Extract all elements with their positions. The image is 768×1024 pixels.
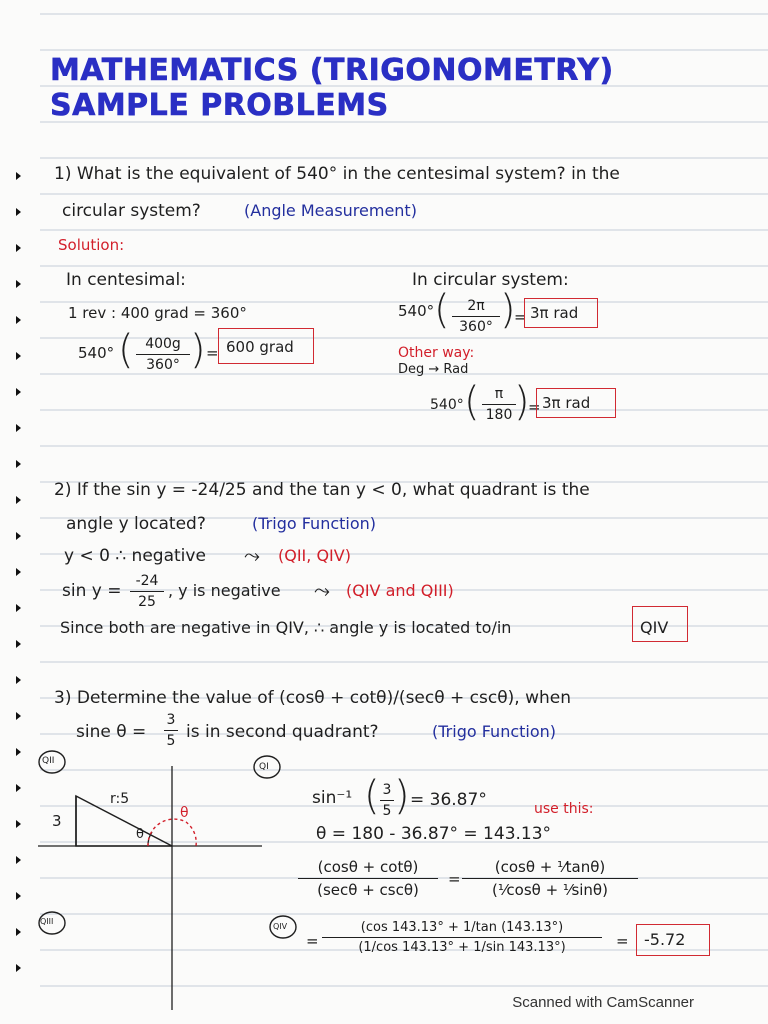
deg-to-rad-label: Deg → Rad [398,362,469,377]
problem-2-topic: (Trigo Function) [252,514,377,533]
margin-tick [16,604,21,612]
fraction-denominator: (secθ + cscθ) [317,881,419,899]
margin-tick [16,892,21,900]
margin-tick [16,172,21,180]
close-paren: ) [190,327,206,373]
open-paren: ( [464,379,480,425]
fraction-denominator: 5 [166,733,176,749]
centesimal-heading: In centesimal: [66,270,186,290]
margin-tick [16,640,21,648]
fraction-denominator: 25 [138,594,156,610]
margin-tick [16,928,21,936]
fraction-denominator: 5 [382,803,392,819]
problem-2-question-line-1: 2) If the sin y = -24/25 and the tan y < 0, what quadrant is the [54,480,590,500]
margin-tick [16,568,21,576]
margin-tick [16,712,21,720]
margin-tick [16,820,21,828]
margin-tick [16,676,21,684]
quadrant-3-label: QIII [40,917,54,926]
close-paren: ) [394,773,410,819]
fraction-numerator: (cosθ + cotθ) [317,858,419,876]
other-way-label: Other way: [398,345,475,361]
margin-tick [16,316,21,324]
angle-label: θ [136,827,144,842]
margin-tick [16,532,21,540]
problem-3-question-line-2-rest: is in second quadrant? [186,722,379,742]
margin-tick [16,748,21,756]
close-paren: ) [514,379,530,425]
margin-tick [16,208,21,216]
expression-fraction [298,858,438,899]
circular-lhs: 540° [398,302,435,320]
sine-fraction [164,712,178,749]
fraction-numerator: (cos 143.13° + 1/tan (143.13°) [360,920,564,935]
margin-tick [16,496,21,504]
equals-sign: = [448,870,461,888]
centesimal-answer: 600 grad [226,338,294,356]
open-paren: ( [434,287,450,333]
margin-tick [16,352,21,360]
revolution-conversion: 1 rev : 400 grad = 360° [68,304,247,322]
equals-sign: = [528,398,541,416]
problem-2-step-2-result: (QIV and QIII) [346,581,454,600]
squiggle-arrow-icon: ⤳ [314,578,330,602]
solution-label: Solution: [58,236,125,254]
quadrant-diagram [36,748,266,1018]
arcsin-fraction [380,782,394,819]
problem-3-question-line-1: 3) Determine the value of (cosθ + cotθ)/(secθ + cscθ), when [54,688,571,708]
page-title-line-2: SAMPLE PROBLEMS [50,88,389,123]
reference-angle-label: θ [180,805,189,821]
centesimal-fraction [136,336,190,373]
problem-2-answer: QIV [640,618,669,637]
arcsin-prefix: sin⁻¹ [312,788,353,808]
problem-1-topic: (Angle Measurement) [244,201,417,220]
problem-1-question-line-2: circular system? [62,201,201,221]
arcsin-result: = 36.87° [410,790,487,810]
reciprocal-fraction [462,858,638,899]
circular-fraction [452,298,500,335]
sin-y-fraction [130,573,164,610]
fraction-numerator: 3 [382,782,392,798]
fraction-denominator: (¹⁄cosθ + ¹⁄sinθ) [492,881,608,899]
margin-tick [16,784,21,792]
circular-answer-alt: 3π rad [542,394,591,412]
substitution-fraction [322,920,602,955]
margin-tick [16,964,21,972]
fraction-numerator: π [494,386,504,402]
circular-heading: In circular system: [412,270,569,290]
margin-tick [16,388,21,396]
fraction-numerator: 2π [467,298,485,314]
circular-answer: 3π rad [530,304,579,322]
fraction-denominator: 360° [146,357,180,373]
equals-sign: = [616,932,629,950]
problem-3-question-line-2: sine θ = [76,722,147,742]
fraction-denominator: (1/cos 143.13° + 1/sin 143.13°) [358,940,566,955]
problem-3-topic: (Trigo Function) [432,722,557,741]
problem-2-step-2-prefix: sin y = [62,581,122,601]
margin-tick [16,244,21,252]
fraction-numerator: 400g [145,336,181,352]
fraction-numerator: (cosθ + ¹⁄tanθ) [494,858,606,876]
close-paren: ) [500,287,516,333]
open-paren: ( [118,327,134,373]
fraction-denominator: 180 [485,407,513,423]
problem-2-step-1-result: (QII, QIV) [278,546,351,565]
open-paren: ( [364,773,380,819]
circular-lhs-alt: 540° [430,397,464,413]
use-this-note: use this: [534,801,594,817]
squiggle-arrow-icon: ⤳ [244,543,260,567]
problem-1-question-line-1: 1) What is the equivalent of 540° in the centesimal system? in the [54,164,620,184]
fraction-numerator: 3 [166,712,176,728]
margin-tick [16,856,21,864]
problem-2-step-1: y < 0 ∴ negative [64,546,206,566]
margin-tick [16,460,21,468]
quadrant-4-label: QIV [273,922,288,931]
problem-3-answer: -5.72 [644,930,686,949]
quadrant-1-label: QI [259,762,269,772]
fraction-denominator: 360° [459,319,493,335]
centesimal-lhs: 540° [78,344,115,362]
page-title-line-1: MATHEMATICS (TRIGONOMETRY) [50,53,614,88]
equals-sign: = [206,344,219,362]
quadrant-2-label: QII [42,756,55,766]
scanner-watermark: Scanned with CamScanner [512,994,694,1011]
fraction-numerator: -24 [135,573,159,589]
problem-2-question-line-2: angle y located? [66,514,206,534]
margin-tick [16,280,21,288]
margin-tick [16,424,21,432]
problem-2-conclusion: Since both are negative in QIV, ∴ angle y is located to/in [60,618,512,637]
hypotenuse-label: r:5 [110,791,130,807]
theta-calculation: θ = 180 - 36.87° = 143.13° [316,824,552,844]
equals-sign: = [306,932,319,950]
problem-2-step-2-text: , y is negative [168,581,281,600]
opposite-label: 3 [52,812,62,830]
equals-sign: = [514,308,527,326]
alt-fraction [482,386,516,423]
